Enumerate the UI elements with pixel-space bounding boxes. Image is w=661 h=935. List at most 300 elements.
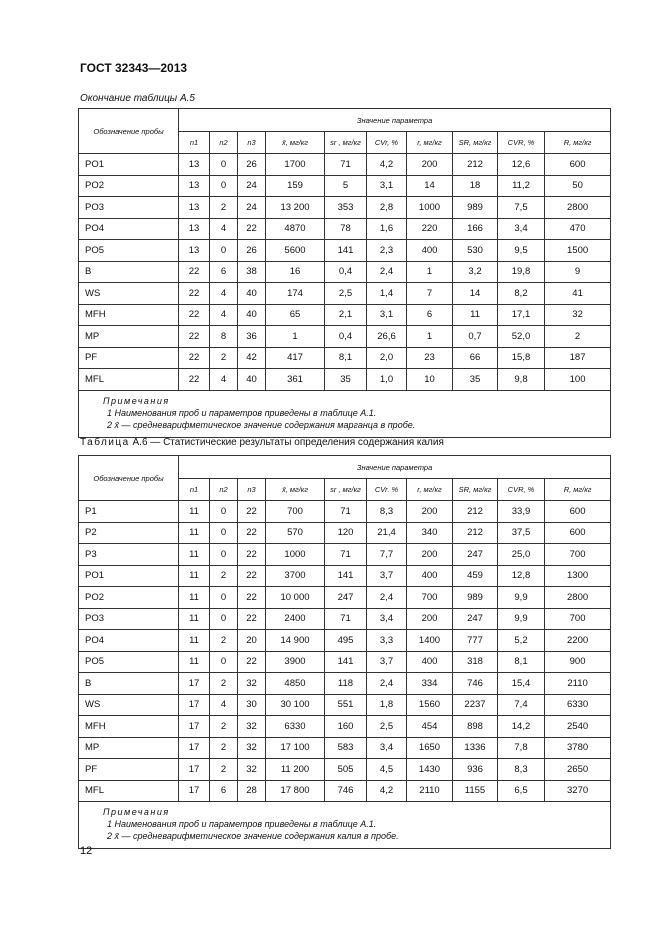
value-cell: 212 (453, 522, 498, 544)
value-cell: 212 (453, 154, 498, 176)
value-cell: 1400 (407, 630, 453, 652)
value-cell: 4 (210, 304, 238, 326)
value-cell: 15,4 (498, 673, 545, 695)
value-cell: 23 (407, 347, 453, 369)
value-cell: 2237 (453, 694, 498, 716)
value-cell: 2 (210, 673, 238, 695)
column-header: CVR, % (498, 479, 545, 501)
value-cell: 11 (179, 630, 210, 652)
table-row (79, 716, 611, 738)
value-cell: 25,0 (498, 544, 545, 566)
table-notes (79, 390, 611, 437)
value-cell: 22 (238, 544, 266, 566)
value-cell: 3,4 (367, 608, 407, 630)
value-cell: 600 (545, 522, 611, 544)
value-cell: 22 (179, 304, 210, 326)
value-cell: 898 (453, 716, 498, 738)
value-cell: 2,8 (367, 197, 407, 219)
group-header: Значение параметра (179, 109, 611, 132)
value-cell: 187 (545, 347, 611, 369)
value-cell: 12,6 (498, 154, 545, 176)
value-cell: 11 (179, 544, 210, 566)
value-cell: 247 (453, 608, 498, 630)
value-cell: 9 (545, 261, 611, 283)
column-header: n2 (210, 479, 238, 501)
value-cell: 4 (210, 218, 238, 240)
value-cell: 35 (453, 369, 498, 391)
page-number: 12 (80, 845, 93, 857)
value-cell: 1 (407, 326, 453, 348)
value-cell: 2650 (545, 759, 611, 781)
value-cell: 551 (325, 694, 367, 716)
value-cell: 32 (238, 673, 266, 695)
column-header: sr , мг/кг (325, 479, 367, 501)
value-cell: 21,4 (367, 522, 407, 544)
sample-name-cell: B (79, 261, 179, 283)
value-cell: 1,0 (367, 369, 407, 391)
value-cell: 6330 (266, 716, 325, 738)
value-cell: 32 (545, 304, 611, 326)
table1-caption: Окончание таблицы А.5 (80, 93, 195, 104)
table-row (79, 651, 611, 673)
value-cell: 4,2 (367, 780, 407, 802)
value-cell: 2,5 (325, 283, 367, 305)
value-cell: 30 (238, 694, 266, 716)
notes-title: Примечания (103, 807, 170, 817)
value-cell: 33,9 (498, 501, 545, 523)
value-cell: 4870 (266, 218, 325, 240)
value-cell: 247 (325, 587, 367, 609)
value-cell: 3780 (545, 737, 611, 759)
value-cell: 5 (325, 175, 367, 197)
value-cell: 1,6 (367, 218, 407, 240)
value-cell: 14 900 (266, 630, 325, 652)
table-row (79, 347, 611, 369)
value-cell: 454 (407, 716, 453, 738)
value-cell: 3,7 (367, 565, 407, 587)
value-cell: 2200 (545, 630, 611, 652)
column-header: CVr, % (367, 132, 407, 154)
value-cell: 3270 (545, 780, 611, 802)
value-cell: 9,9 (498, 587, 545, 609)
value-cell: 22 (179, 369, 210, 391)
value-cell: 30 100 (266, 694, 325, 716)
value-cell: 1700 (266, 154, 325, 176)
note-1: 1 Наименования проб и параметров приведены в таблице А.1. (107, 819, 377, 829)
value-cell: 12,8 (498, 565, 545, 587)
value-cell: 200 (407, 501, 453, 523)
value-cell: 1430 (407, 759, 453, 781)
value-cell: 2110 (407, 780, 453, 802)
value-cell: 14,2 (498, 716, 545, 738)
value-cell: 19,8 (498, 261, 545, 283)
table-row (79, 780, 611, 802)
table-row (79, 501, 611, 523)
column-header: SR, мг/кг (453, 479, 498, 501)
value-cell: 17 (179, 694, 210, 716)
value-cell: 38 (238, 261, 266, 283)
value-cell: 0 (210, 587, 238, 609)
value-cell: 18 (453, 175, 498, 197)
value-cell: 2540 (545, 716, 611, 738)
column-header: n2 (210, 132, 238, 154)
value-cell: 14 (453, 283, 498, 305)
value-cell: 6 (407, 304, 453, 326)
note-1: 1 Наименования проб и параметров приведены в таблице А.1. (107, 407, 377, 418)
value-cell: 400 (407, 240, 453, 262)
value-cell: 361 (266, 369, 325, 391)
value-cell: 11 (453, 304, 498, 326)
table-row (79, 261, 611, 283)
value-cell: 17,1 (498, 304, 545, 326)
value-cell: 10 (407, 369, 453, 391)
column-header: r, мг/кг (407, 479, 453, 501)
sample-name-cell: PO1 (79, 154, 179, 176)
column-header: n1 (179, 132, 210, 154)
value-cell: 11 (179, 587, 210, 609)
caption-prefix: Таблица (80, 437, 130, 448)
value-cell: 40 (238, 304, 266, 326)
value-cell: 2 (545, 326, 611, 348)
table-notes (79, 802, 611, 849)
value-cell: 14 (407, 175, 453, 197)
sample-name-cell: WS (79, 694, 179, 716)
value-cell: 24 (238, 197, 266, 219)
value-cell: 2 (210, 565, 238, 587)
value-cell: 1000 (266, 544, 325, 566)
value-cell: 10 000 (266, 587, 325, 609)
value-cell: 334 (407, 673, 453, 695)
value-cell: 40 (238, 369, 266, 391)
value-cell: 3,1 (367, 175, 407, 197)
value-cell: 22 (179, 326, 210, 348)
value-cell: 0,4 (325, 326, 367, 348)
column-header: R, мг/кг (545, 479, 611, 501)
value-cell: 9,8 (498, 369, 545, 391)
value-cell: 3700 (266, 565, 325, 587)
value-cell: 700 (545, 544, 611, 566)
value-cell: 459 (453, 565, 498, 587)
value-cell: 2 (210, 759, 238, 781)
value-cell: 2,4 (367, 673, 407, 695)
value-cell: 22 (179, 283, 210, 305)
sample-name-cell: PO4 (79, 630, 179, 652)
value-cell: 159 (266, 175, 325, 197)
value-cell: 22 (238, 522, 266, 544)
value-cell: 4,2 (367, 154, 407, 176)
value-cell: 1 (407, 261, 453, 283)
caption-text: А.6 — Статистические результаты определения содержания калия (129, 437, 444, 448)
value-cell: 3,1 (367, 304, 407, 326)
value-cell: 35 (325, 369, 367, 391)
value-cell: 2 (210, 197, 238, 219)
value-cell: 1650 (407, 737, 453, 759)
value-cell: 6 (210, 780, 238, 802)
value-cell: 495 (325, 630, 367, 652)
value-cell: 17 (179, 673, 210, 695)
value-cell: 22 (238, 587, 266, 609)
sample-name-cell: MFL (79, 780, 179, 802)
value-cell: 530 (453, 240, 498, 262)
value-cell: 2,0 (367, 347, 407, 369)
value-cell: 11,2 (498, 175, 545, 197)
value-cell: 2 (210, 630, 238, 652)
sample-name-cell: PO2 (79, 587, 179, 609)
value-cell: 2,4 (367, 261, 407, 283)
table-row (79, 544, 611, 566)
value-cell: 6 (210, 261, 238, 283)
value-cell: 0 (210, 175, 238, 197)
value-cell: 13 (179, 197, 210, 219)
value-cell: 22 (179, 261, 210, 283)
value-cell: 8,1 (498, 651, 545, 673)
value-cell: 118 (325, 673, 367, 695)
table-row (79, 369, 611, 391)
table-row (79, 737, 611, 759)
table-row (79, 608, 611, 630)
value-cell: 0 (210, 522, 238, 544)
value-cell: 6330 (545, 694, 611, 716)
sample-name-cell: WS (79, 283, 179, 305)
value-cell: 1155 (453, 780, 498, 802)
sample-name-cell: MP (79, 737, 179, 759)
value-cell: 700 (407, 587, 453, 609)
value-cell: 4 (210, 283, 238, 305)
value-cell: 583 (325, 737, 367, 759)
value-cell: 13 (179, 154, 210, 176)
value-cell: 212 (453, 501, 498, 523)
value-cell: 22 (238, 218, 266, 240)
value-cell: 3,4 (367, 737, 407, 759)
sample-name-cell: PO5 (79, 651, 179, 673)
value-cell: 0 (210, 544, 238, 566)
value-cell: 26,6 (367, 326, 407, 348)
value-cell: 746 (453, 673, 498, 695)
column-header: r, мг/кг (407, 132, 453, 154)
sample-name-cell: MP (79, 326, 179, 348)
table-row (79, 759, 611, 781)
value-cell: 78 (325, 218, 367, 240)
value-cell: 17 (179, 759, 210, 781)
value-cell: 2800 (545, 197, 611, 219)
sample-name-cell: PO1 (79, 565, 179, 587)
value-cell: 15,8 (498, 347, 545, 369)
value-cell: 17 (179, 737, 210, 759)
value-cell: 2,3 (367, 240, 407, 262)
table-row (79, 522, 611, 544)
value-cell: 2 (210, 737, 238, 759)
table-a6 (78, 455, 611, 849)
value-cell: 7,8 (498, 737, 545, 759)
column-header: x̄, мг/кг (266, 479, 325, 501)
value-cell: 777 (453, 630, 498, 652)
sample-name-cell: PO3 (79, 608, 179, 630)
value-cell: 936 (453, 759, 498, 781)
value-cell: 247 (453, 544, 498, 566)
sample-name-cell: PF (79, 347, 179, 369)
value-cell: 22 (179, 347, 210, 369)
value-cell: 1500 (545, 240, 611, 262)
value-cell: 13 (179, 218, 210, 240)
table-row (79, 326, 611, 348)
value-cell: 5600 (266, 240, 325, 262)
table-row (79, 565, 611, 587)
column-header: sr , мг/кг (325, 132, 367, 154)
table-row (79, 587, 611, 609)
value-cell: 4850 (266, 673, 325, 695)
value-cell: 166 (453, 218, 498, 240)
value-cell: 8,3 (498, 759, 545, 781)
value-cell: 200 (407, 154, 453, 176)
value-cell: 32 (238, 737, 266, 759)
value-cell: 22 (238, 608, 266, 630)
value-cell: 1560 (407, 694, 453, 716)
value-cell: 11 (179, 522, 210, 544)
value-cell: 7 (407, 283, 453, 305)
value-cell: 24 (238, 175, 266, 197)
value-cell: 141 (325, 240, 367, 262)
column-header: R, мг/кг (545, 132, 611, 154)
value-cell: 4 (210, 694, 238, 716)
value-cell: 700 (545, 608, 611, 630)
value-cell: 0 (210, 240, 238, 262)
table2-caption (80, 437, 444, 448)
row-header: Обозначение пробы (79, 456, 179, 501)
column-header: n1 (179, 479, 210, 501)
column-header: n3 (238, 479, 266, 501)
value-cell: 570 (266, 522, 325, 544)
value-cell: 7,5 (498, 197, 545, 219)
value-cell: 600 (545, 501, 611, 523)
value-cell: 7,4 (498, 694, 545, 716)
value-cell: 1,4 (367, 283, 407, 305)
value-cell: 3,7 (367, 651, 407, 673)
value-cell: 353 (325, 197, 367, 219)
value-cell: 3900 (266, 651, 325, 673)
value-cell: 0,4 (325, 261, 367, 283)
sample-name-cell: P3 (79, 544, 179, 566)
value-cell: 71 (325, 544, 367, 566)
table-row (79, 673, 611, 695)
column-header: CVR, % (498, 132, 545, 154)
sample-name-cell: PF (79, 759, 179, 781)
value-cell: 141 (325, 565, 367, 587)
value-cell: 37,5 (498, 522, 545, 544)
value-cell: 28 (238, 780, 266, 802)
value-cell: 13 200 (266, 197, 325, 219)
document-header: ГОСТ 32343—2013 (80, 61, 188, 75)
value-cell: 40 (238, 283, 266, 305)
value-cell: 32 (238, 716, 266, 738)
value-cell: 7,7 (367, 544, 407, 566)
value-cell: 900 (545, 651, 611, 673)
value-cell: 989 (453, 587, 498, 609)
value-cell: 17 100 (266, 737, 325, 759)
value-cell: 0 (210, 501, 238, 523)
sample-name-cell: P2 (79, 522, 179, 544)
group-header: Значение параметра (179, 456, 611, 479)
value-cell: 700 (266, 501, 325, 523)
value-cell: 8 (210, 326, 238, 348)
note-2: 2 x̄ — средневарифметическое значение содержания марганца в пробе. (107, 419, 416, 430)
value-cell: 0 (210, 154, 238, 176)
value-cell: 120 (325, 522, 367, 544)
value-cell: 141 (325, 651, 367, 673)
table-a5-end (78, 108, 611, 438)
value-cell: 400 (407, 565, 453, 587)
value-cell: 13 (179, 240, 210, 262)
value-cell: 2,1 (325, 304, 367, 326)
sample-name-cell: MFH (79, 716, 179, 738)
column-header: CVr. % (367, 479, 407, 501)
value-cell: 2800 (545, 587, 611, 609)
table-row (79, 197, 611, 219)
value-cell: 3,2 (453, 261, 498, 283)
value-cell: 989 (453, 197, 498, 219)
value-cell: 2400 (266, 608, 325, 630)
sample-name-cell: P1 (79, 501, 179, 523)
value-cell: 1300 (545, 565, 611, 587)
value-cell: 200 (407, 608, 453, 630)
value-cell: 11 (179, 501, 210, 523)
value-cell: 5,2 (498, 630, 545, 652)
value-cell: 11 (179, 565, 210, 587)
value-cell: 2 (210, 347, 238, 369)
value-cell: 1 (266, 326, 325, 348)
value-cell: 0 (210, 608, 238, 630)
table-row (79, 175, 611, 197)
value-cell: 50 (545, 175, 611, 197)
table-row (79, 240, 611, 262)
column-header: n3 (238, 132, 266, 154)
table-row (79, 283, 611, 305)
value-cell: 160 (325, 716, 367, 738)
value-cell: 1336 (453, 737, 498, 759)
value-cell: 8,1 (325, 347, 367, 369)
table-row (79, 304, 611, 326)
value-cell: 2110 (545, 673, 611, 695)
value-cell: 22 (238, 565, 266, 587)
value-cell: 22 (238, 501, 266, 523)
value-cell: 505 (325, 759, 367, 781)
column-header: SR, мг/кг (453, 132, 498, 154)
value-cell: 20 (238, 630, 266, 652)
value-cell: 71 (325, 608, 367, 630)
value-cell: 17 800 (266, 780, 325, 802)
value-cell: 22 (238, 651, 266, 673)
value-cell: 17 (179, 716, 210, 738)
sample-name-cell: MFH (79, 304, 179, 326)
value-cell: 0 (210, 651, 238, 673)
value-cell: 2 (210, 716, 238, 738)
value-cell: 17 (179, 780, 210, 802)
value-cell: 8,2 (498, 283, 545, 305)
value-cell: 417 (266, 347, 325, 369)
notes-title: Примечания (103, 395, 170, 406)
sample-name-cell: MFL (79, 369, 179, 391)
sample-name-cell: B (79, 673, 179, 695)
value-cell: 36 (238, 326, 266, 348)
value-cell: 41 (545, 283, 611, 305)
value-cell: 200 (407, 544, 453, 566)
value-cell: 1000 (407, 197, 453, 219)
sample-name-cell: PO4 (79, 218, 179, 240)
note-2: 2 x̄ — средневарифметическое значение содержания калия в пробе. (107, 831, 399, 841)
value-cell: 11 (179, 651, 210, 673)
value-cell: 1,8 (367, 694, 407, 716)
table-row (79, 630, 611, 652)
value-cell: 11 200 (266, 759, 325, 781)
